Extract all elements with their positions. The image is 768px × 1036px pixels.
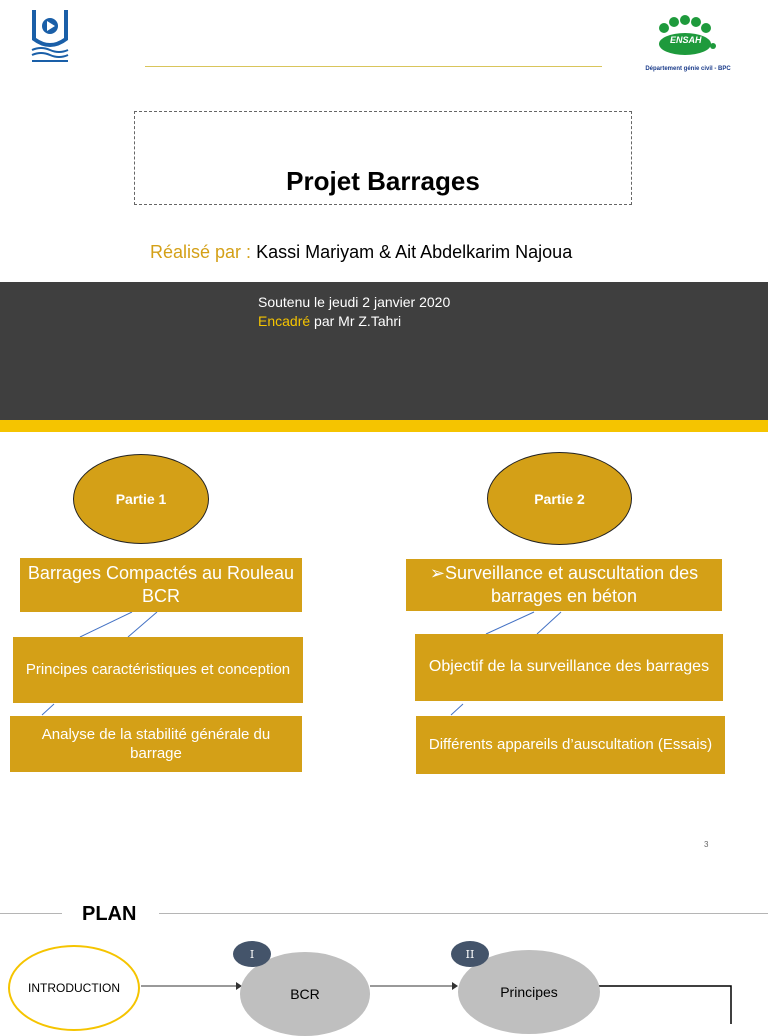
plan-title: PLAN	[82, 903, 137, 925]
part1-item-analyse: Analyse de la stabilité générale du barrage	[10, 716, 302, 772]
part2-item-objectif: Objectif de la surveillance des barrages	[415, 634, 723, 701]
plan-rule-left	[0, 913, 62, 914]
authors-names: Kassi Mariyam & Ait Abdelkarim Najoua	[256, 242, 573, 262]
part2-heading	[406, 559, 722, 611]
plan-arrows	[0, 940, 768, 1024]
part2-badge: Partie 2	[487, 452, 632, 545]
supervisor-name: par Mr Z.Tahri	[310, 313, 402, 329]
arrow-bullet-icon: ➢	[429, 562, 445, 583]
badge-roman-2: II	[451, 941, 489, 967]
principes-label: Principes	[500, 984, 558, 1000]
part1-badge: Partie 1	[73, 454, 209, 544]
intro-label: INTRODUCTION	[28, 981, 120, 995]
page-number: 3	[704, 840, 709, 849]
supervisor-prefix: Encadré	[258, 313, 311, 329]
authors-prefix: Réalisé par :	[150, 242, 252, 262]
plan-rule-right	[159, 913, 768, 914]
page-title: Projet Barrages	[286, 166, 480, 196]
ensah-logo-text: ENSAH	[670, 35, 702, 45]
defense-date: Soutenu le jeudi 2 janvier 2020	[258, 294, 451, 310]
part1-item-principes: Principes caractéristiques et conception	[13, 637, 303, 703]
badge-roman-1: I	[233, 941, 271, 967]
part2-item-appareils: Différents appareils d’auscultation (Essais)	[416, 716, 725, 774]
part1-heading: Barrages Compactés au Rouleau BCR	[20, 558, 302, 612]
bcr-label: BCR	[290, 986, 320, 1002]
part2-heading-text: Surveillance et auscultation des barrages en béton	[444, 562, 699, 606]
department-label: Département génie civil - BPC	[645, 66, 731, 72]
